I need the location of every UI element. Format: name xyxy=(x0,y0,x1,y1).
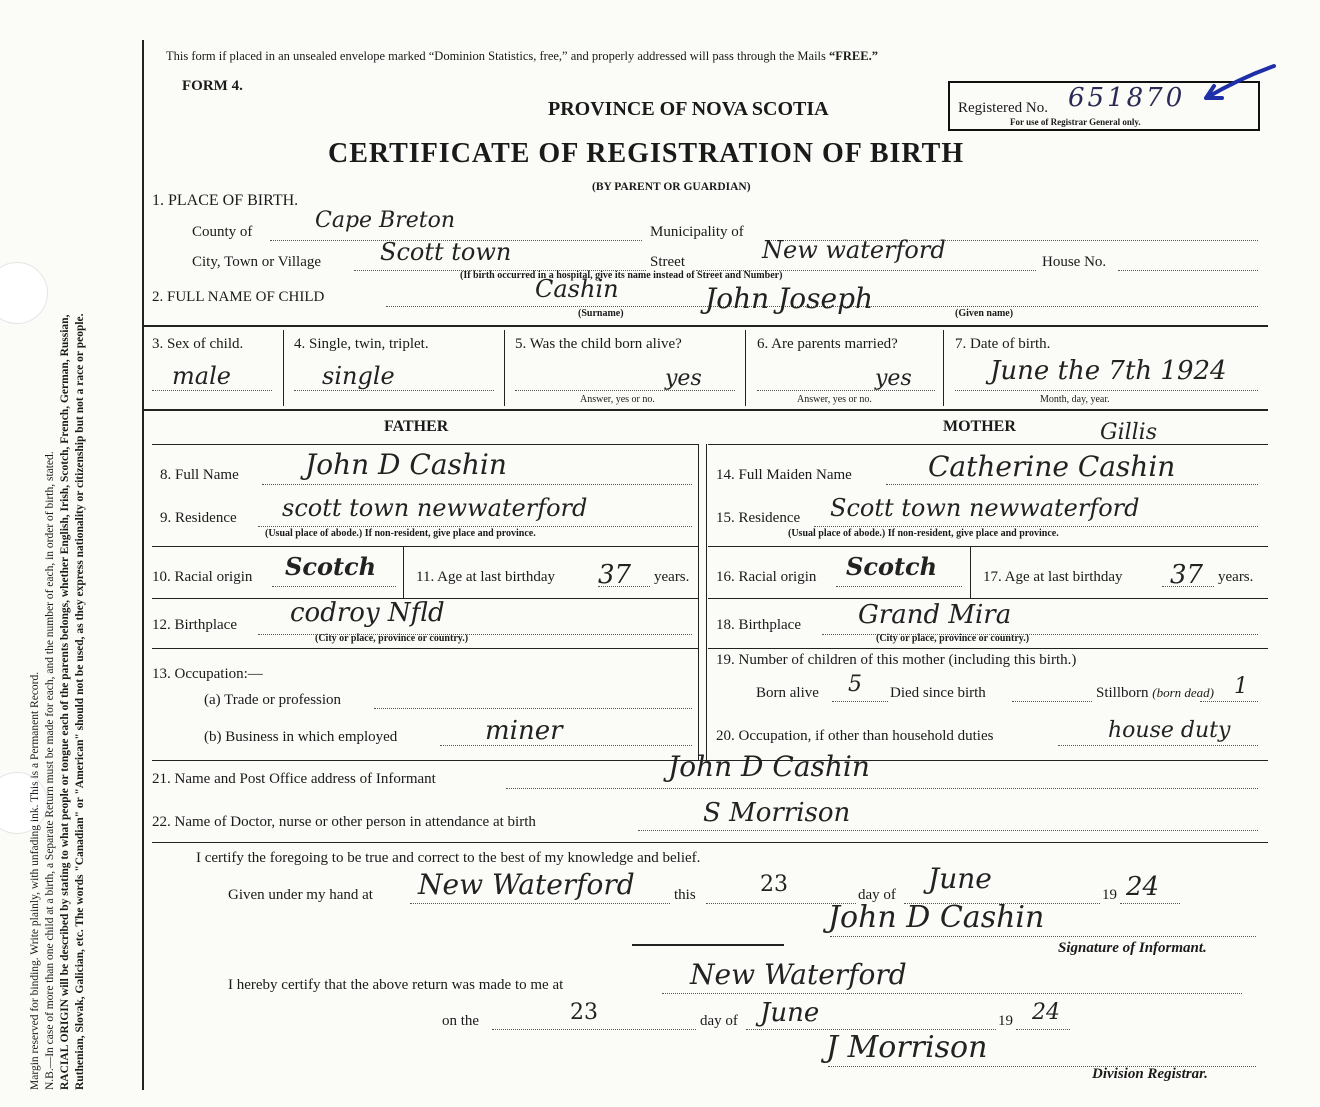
certify-day-of-label: day of xyxy=(858,887,896,903)
divider-before-certify xyxy=(152,842,1268,843)
place-heading: 1. PLACE OF BIRTH. xyxy=(152,192,299,209)
birth-date-label: 7. Date of birth. xyxy=(955,336,1051,352)
vdivider-4 xyxy=(943,330,944,406)
informant-line xyxy=(506,788,1258,789)
mother-racial-value: Scotch xyxy=(846,552,938,581)
sex-value: male xyxy=(172,362,231,390)
side-margin-line-4: Ruthenian, Slovak, Galician, etc. The words "Canadian" or "American" should not be used, as they express nationality or citizenship but not a race or people. xyxy=(74,313,86,1090)
married-question: 6. Are parents married? xyxy=(757,336,898,352)
informant-signature-label: Signature of Informant. xyxy=(1058,940,1207,956)
mother-occupation-value: house duty xyxy=(1108,718,1231,743)
mother-heading: MOTHER xyxy=(943,418,1016,435)
municipality-label: Municipality of xyxy=(650,224,744,240)
married-answer: yes xyxy=(875,366,912,391)
province-heading: PROVINCE OF NOVA SCOTIA xyxy=(548,98,829,120)
stillborn-note: (born dead) xyxy=(1152,685,1215,700)
registrar-year-prefix: 19 xyxy=(998,1013,1013,1029)
divider-after-row xyxy=(144,409,1268,411)
page-title: CERTIFICATE OF REGISTRATION OF BIRTH xyxy=(328,138,965,169)
certify-year-prefix: 19 xyxy=(1102,887,1117,903)
surname-note: (Surname) xyxy=(578,308,624,319)
mother-racial-label: 16. Racial origin xyxy=(716,569,817,585)
mother-rule-after-racial xyxy=(708,598,1268,599)
side-margin-line-2: N.B.—In case of more than one child at a birth, a Separate Return must be made for each, and the number of each, in order of birth, stated. xyxy=(44,451,56,1090)
registrar-statement: I hereby certify that the above return was made to me at xyxy=(228,977,564,993)
born-alive-line xyxy=(515,390,735,391)
given-place-value: New Waterford xyxy=(418,868,635,901)
house-number-line xyxy=(1118,270,1258,271)
registrar-day-value: 23 xyxy=(570,1000,598,1025)
father-age-value: 37 xyxy=(598,560,632,590)
mother-abode-note: (Usual place of abode.) If non-resident, give place and province. xyxy=(788,528,1059,539)
informant-label: 21. Name and Post Office address of Informant xyxy=(152,771,436,787)
mother-maiden-label: 14. Full Maiden Name xyxy=(716,467,852,483)
mother-birthplace-value: Grand Mira xyxy=(858,600,1012,630)
city-value: Scott town xyxy=(380,238,512,266)
father-rule-after-residence xyxy=(152,546,698,547)
born-alive-label: Born alive xyxy=(756,685,819,701)
sex-line xyxy=(152,390,272,391)
city-label: City, Town or Village xyxy=(192,254,322,270)
stillborn-label xyxy=(1096,685,1214,702)
plurality-value: single xyxy=(322,362,395,390)
registered-number-value: 651870 xyxy=(1068,83,1186,113)
form-number: FORM 4. xyxy=(182,78,243,94)
county-label: County of xyxy=(192,224,253,240)
died-since-birth-line xyxy=(1012,701,1092,702)
informant-signature-line xyxy=(830,936,1256,937)
father-heading: FATHER xyxy=(384,418,449,435)
father-birthplace-note: (City or place, province or country.) xyxy=(315,633,469,644)
certify-year-value: 24 xyxy=(1126,872,1160,902)
doctor-label: 22. Name of Doctor, nurse or other person in attendance at birth xyxy=(152,814,536,830)
center-separator-rule xyxy=(632,944,784,946)
birth-date-note: Month, day, year. xyxy=(1040,394,1110,405)
center-divider-a xyxy=(698,444,699,760)
check-mark-icon xyxy=(1200,58,1280,108)
father-years-label: years. xyxy=(654,569,690,585)
registrar-on-the-label: on the xyxy=(442,1013,480,1029)
county-value: Cape Breton xyxy=(315,208,456,233)
registrar-day-line xyxy=(492,1029,696,1030)
mother-residence-label: 15. Residence xyxy=(716,510,801,526)
mother-maiden-correction: Gillis xyxy=(1100,420,1158,445)
father-residence-line xyxy=(258,526,692,527)
side-margin-notes xyxy=(28,30,88,1090)
mail-notice-free: “FREE.” xyxy=(829,49,878,63)
registrar-place-value: New Waterford xyxy=(690,958,907,991)
stillborn-count: 1 xyxy=(1234,674,1248,699)
stillborn-line xyxy=(1200,701,1258,702)
born-alive-count: 5 xyxy=(848,672,862,697)
mail-notice: This form if placed in an unsealed envelope marked “Dominion Statistics, free,” and properly addressed will pass through the Mails “FREE.” xyxy=(166,49,878,63)
mother-maiden-line xyxy=(886,484,1258,485)
mother-rule-after-birthplace xyxy=(708,648,1268,649)
father-age-label: 11. Age at last birthday xyxy=(416,569,555,585)
mother-years-label: years. xyxy=(1218,569,1254,585)
birth-date-value: June the 7th 1924 xyxy=(990,356,1227,386)
mother-occupation-label: 20. Occupation, if other than household duties xyxy=(716,728,994,744)
informant-value: John D Cashin xyxy=(668,750,870,783)
father-abode-note: (Usual place of abode.) If non-resident, give place and province. xyxy=(265,528,536,539)
registered-number-label: Registered No. xyxy=(958,100,1048,116)
father-birthplace-label: 12. Birthplace xyxy=(152,617,237,633)
born-alive-count-line xyxy=(832,701,888,702)
child-surname-value: Cashin xyxy=(535,275,619,303)
died-since-birth-label: Died since birth xyxy=(890,685,986,701)
house-number-label: House No. xyxy=(1042,254,1107,270)
born-alive-answer: yes xyxy=(665,366,702,391)
informant-signature: John D Cashin xyxy=(828,900,1045,935)
registrar-year-line xyxy=(1016,1029,1070,1030)
trade-label: (a) Trade or profession xyxy=(204,692,342,708)
plurality-label: 4. Single, twin, triplet. xyxy=(294,336,429,352)
mother-age-value: 37 xyxy=(1170,560,1204,590)
father-racial-label: 10. Racial origin xyxy=(152,569,253,585)
side-margin-line-3: RACIAL ORIGIN will be described by stating to what people or tongue each of the parents belongs, whether English, Irish, Scotch, French, German, Russian, xyxy=(59,314,71,1090)
mother-heading-rule xyxy=(708,444,1268,445)
registered-number-note: For use of Registrar General only. xyxy=(1010,117,1141,127)
born-alive-question: 5. Was the child born alive? xyxy=(515,336,682,352)
registrar-month-value: June xyxy=(760,998,820,1028)
mother-birthplace-note: (City or place, province or country.) xyxy=(876,633,1030,644)
sex-label: 3. Sex of child. xyxy=(152,336,244,352)
vdivider-1 xyxy=(283,330,284,406)
father-name-label: 8. Full Name xyxy=(160,467,239,483)
mother-racial-divider xyxy=(970,546,971,598)
married-note: Answer, yes or no. xyxy=(797,394,872,405)
this-label: this xyxy=(674,887,696,903)
registrar-place-line xyxy=(662,993,1242,994)
form-left-border xyxy=(142,40,144,1090)
father-name-value: John D Cashin xyxy=(305,448,507,481)
certify-year-line xyxy=(1120,903,1180,904)
divider-after-name xyxy=(144,325,1268,327)
mother-maiden-value: Catherine Cashin xyxy=(928,450,1176,483)
child-name-label: 2. FULL NAME OF CHILD xyxy=(152,289,325,305)
trade-line xyxy=(374,708,692,709)
certify-day-value: 23 xyxy=(760,872,788,897)
mother-residence-value: Scott town newwaterford xyxy=(830,494,1140,522)
father-heading-rule xyxy=(152,444,698,445)
given-under-hand-label: Given under my hand at xyxy=(228,887,373,903)
certify-month-value: June xyxy=(928,862,992,895)
mother-birthplace-label: 18. Birthplace xyxy=(716,617,801,633)
center-divider-b xyxy=(706,444,707,760)
mother-residence-line xyxy=(814,526,1258,527)
father-racial-line xyxy=(272,586,396,587)
birth-date-line xyxy=(955,390,1258,391)
street-label: Street xyxy=(650,254,685,270)
plurality-line xyxy=(294,390,494,391)
father-residence-label: 9. Residence xyxy=(160,510,237,526)
business-label: (b) Business in which employed xyxy=(204,729,398,745)
street-value: New waterford xyxy=(762,236,946,264)
side-margin-line-1: Margin reserved for binding. Write plainly, with unfading ink. This is a Permanent Record. xyxy=(29,671,41,1090)
registrar-day-of-label: day of xyxy=(700,1013,738,1029)
mother-racial-line xyxy=(836,586,962,587)
father-rule-after-birthplace xyxy=(152,648,698,649)
born-alive-note: Answer, yes or no. xyxy=(580,394,655,405)
registrar-year-value: 24 xyxy=(1032,1000,1060,1025)
given-place-line xyxy=(410,903,670,904)
father-racial-divider xyxy=(403,546,404,598)
children-count-label: 19. Number of children of this mother (including this birth.) xyxy=(716,652,1077,668)
father-name-line xyxy=(262,484,692,485)
child-given-value: John Joseph xyxy=(705,282,874,315)
stillborn-label-text: Stillborn xyxy=(1096,685,1149,701)
father-birthplace-value: codroy Nfld xyxy=(290,598,445,628)
doctor-value: S Morrison xyxy=(703,798,851,828)
business-line xyxy=(440,745,692,746)
business-value: miner xyxy=(485,716,563,746)
mother-rule-after-residence xyxy=(708,546,1268,547)
registrar-signature: J Morrison xyxy=(826,1030,988,1065)
page-subtitle: (BY PARENT OR GUARDIAN) xyxy=(592,181,751,193)
father-residence-value: scott town newwaterford xyxy=(282,494,588,522)
certify-statement: I certify the foregoing to be true and correct to the best of my knowledge and belief. xyxy=(196,850,701,866)
vdivider-2 xyxy=(504,330,505,406)
mother-occupation-line xyxy=(1058,745,1258,746)
mother-age-label: 17. Age at last birthday xyxy=(983,569,1123,585)
given-name-note: (Given name) xyxy=(955,308,1014,319)
father-racial-value: Scotch xyxy=(285,552,377,581)
hospital-note: (If birth occurred in a hospital, give its name instead of Street and Number) xyxy=(460,270,783,281)
father-occupation-label: 13. Occupation:— xyxy=(152,666,263,682)
division-registrar-label: Division Registrar. xyxy=(1092,1066,1208,1082)
vdivider-3 xyxy=(745,330,746,406)
doctor-line xyxy=(638,830,1258,831)
